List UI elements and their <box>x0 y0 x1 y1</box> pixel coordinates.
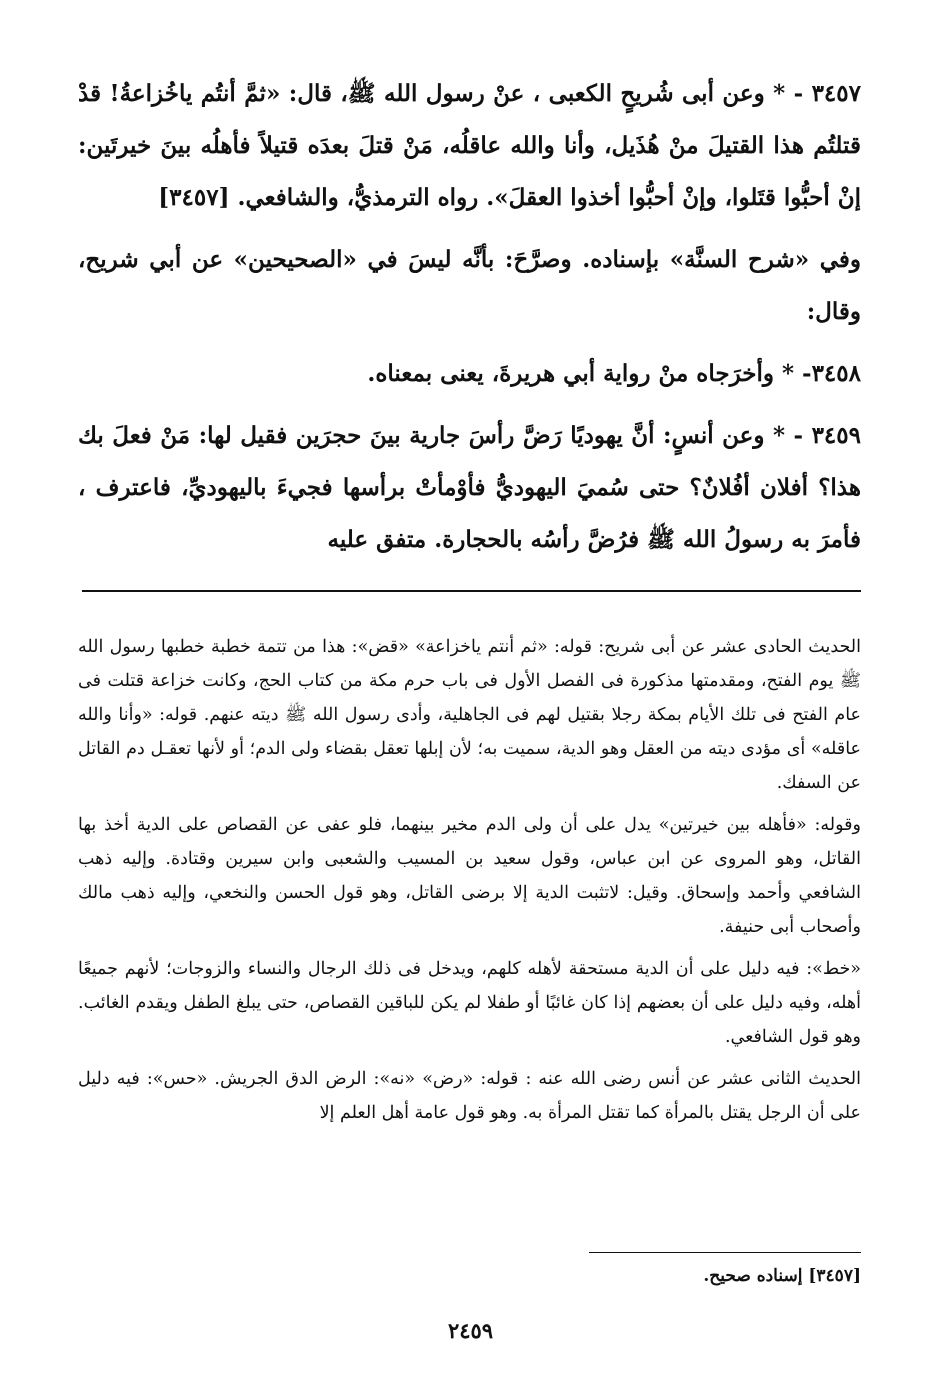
hadith-3459: ٣٤٥٩ - * وعن أنسٍ: أنَّ يهوديًا رَضَّ رأسَ جارية بينَ حجرَين فقيل لها: مَنْ فعلَ بك هذا؟ أفلان أفُلانٌ؟ حتى سُميَ اليهوديُّ فأوْمأتْ برأسها فجيءَ باليهوديِّ، فاعترف ، فأمرَ به رسولُ الله ﷺ فرُضَّ رأسُه بالحجارة. متفق عليه <box>78 422 861 553</box>
footnote-rule <box>589 1252 861 1253</box>
footnote: [٣٤٥٧] إسناده صحيح. <box>703 1266 861 1286</box>
hadith-3458: ٣٤٥٨- * وأخرَجاه منْ رواية أبي هريرةَ، يعنى بمعناه. <box>367 360 861 387</box>
commentary-paragraph: «خط»: فيه دليل على أن الدية مستحقة لأهله كلهم، ويدخل فى ذلك الرجال والنساء والزوجات؛ لأنهم جميعًا أهله، وفيه دليل على أن بعضهم إذا كان غائبًا أو طفلا لم يكن للباقين القصاص، حتى يبلغ الطفل ويقدم الغائب. وهو قول الشافعي. <box>78 959 861 1047</box>
commentary-paragraph: وقوله: «فأهله بين خيرتين» يدل على أن ولى الدم مخير بينهما، فلو عفى عن القصاص على الدية أخذ بها القاتل، وهو المروى عن ابن عباس، وقول سعيد بن المسيب والشعبى وابن سيرين وقتادة. وإليه ذهب الشافعي وأحمد وإسحاق. وقيل: لاتثبت الدية إلا برضى القاتل، وهو قول الحسن والنخعي، وإليه ذهب مالك وأصحاب أبى حنيفة. <box>78 815 861 937</box>
hadith-3457: ٣٤٥٧ - * وعن أبى شُريحٍ الكعبى ، عنْ رسول الله ﷺ، قال: «ثمَّ أنتُم ياخُزاعةُ! قدْ قتلتُم هذا القتيلَ منْ هُذَيل، وأنا والله عاقلُه، مَنْ قتلَ بعدَه قتيلاً فأهلُه بينَ خيرتَين: إنْ أحبُّوا قتَلوا، وإنْ أحبُّوا أخذوا العقلَ». رواه الترمذيُّ، والشافعي. [٣٤٥٧] <box>78 80 861 211</box>
page-number: ٢٤٥٩ <box>447 1318 494 1343</box>
sharh-al-sunnah-note: وفي «شرح السنَّة» بإسناده. وصرَّحَ: بأنَّه ليسَ في «الصحيحين» عن أبي شريح، وقال: <box>78 246 861 325</box>
commentary-text <box>78 630 861 1130</box>
hadith-text <box>78 68 861 566</box>
section-divider <box>82 590 861 592</box>
commentary-paragraph: الحديث الحادى عشر عن أبى شريح: قوله: «ثم أنتم ياخزاعة» «قض»: هذا من تتمة خطبة خطبها رسول الله ﷺ يوم الفتح، ومقدمتها مذكورة فى الفصل الأول فى باب حرم مكة من كتاب الحج، وكانت خزاعة قتلت فى عام الفتح فى تلك الأيام بمكة رجلا بقتيل لهم فى الجاهلية، وأدى رسول الله ﷺ ديته عنهم. قوله: «وأنا والله عاقله» أى مؤدى ديته من العقل وهو الدية، سميت به؛ لأن إبلها تعقل بقضاء ولى الدم؛ أو لأنها تعقـل دم القاتل عن السفك. <box>78 637 861 793</box>
commentary-paragraph: الحديث الثانى عشر عن أنس رضى الله عنه : قوله: «رض» «نه»: الرض الدق الجريش. «حس»: فيه دليل على أن الرجل يقتل بالمرأة كما تقتل المرأة به. وهو قول عامة أهل العلم إلا <box>78 1069 861 1123</box>
